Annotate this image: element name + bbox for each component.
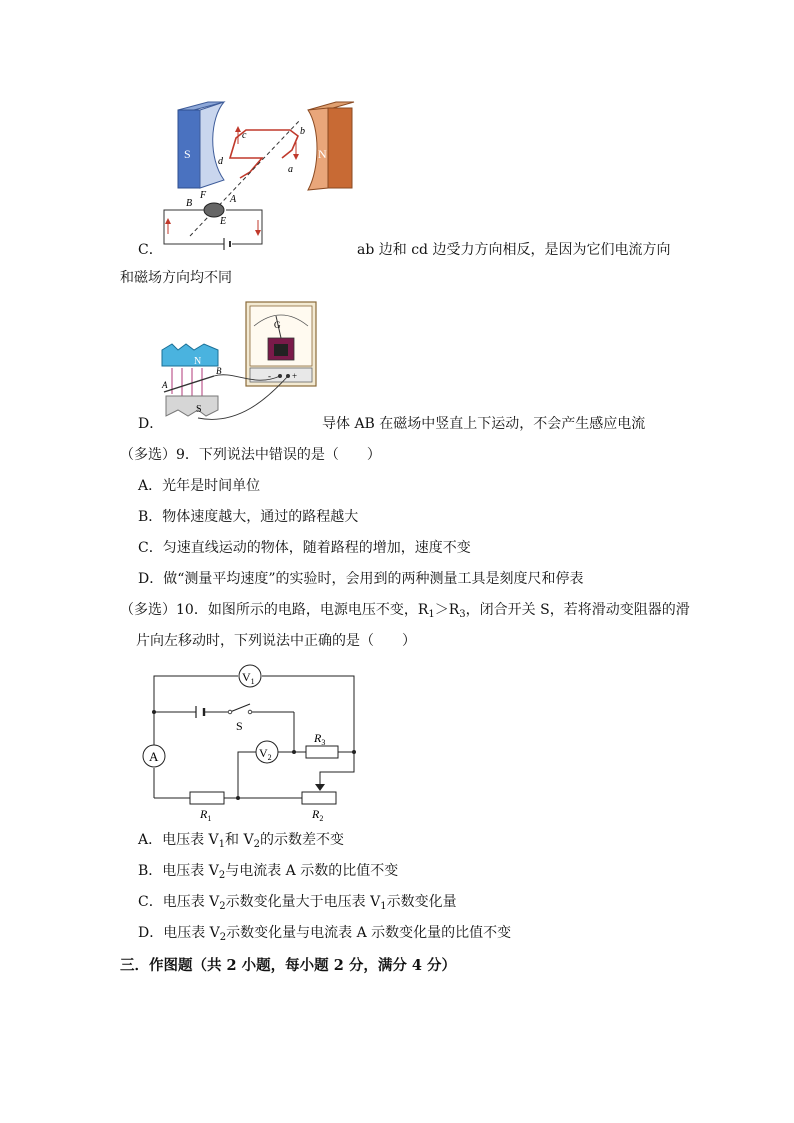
q10-option-a — [138, 830, 344, 855]
q10-a-sub1: 1 — [218, 839, 226, 850]
q10-d-part1: D．电压表 V — [138, 925, 220, 941]
q9-option-a: A．光年是时间单位 — [138, 478, 261, 494]
q10-b-part1: B．电压表 V — [138, 863, 219, 879]
option-c-text-line1: ab 边和 cd 边受力方向相反，是因为它们电流方向 — [357, 242, 671, 258]
q10-b-part2: 与电流表 A 示数的比值不变 — [225, 863, 399, 879]
magnet-n-label: N — [318, 147, 327, 161]
q10-stem-suffix: ，闭合开关 S，若将滑动变阻器的滑 — [465, 602, 690, 618]
induction-diagram — [158, 298, 324, 426]
q10-option-d — [138, 923, 511, 948]
section3-heading: 三．作图题（共 2 小题，每小题 2 分，满分 4 分） — [120, 957, 457, 974]
switch-label: S — [236, 719, 243, 733]
q10-c-part1: C．电压表 V — [138, 894, 220, 910]
q9-option-b: B．物体速度越大，通过的路程越大 — [138, 509, 359, 525]
brush-a-label: A — [230, 194, 237, 205]
brush-f-label: F — [200, 190, 207, 201]
q10-c-part3: 示数变化量 — [386, 894, 457, 910]
q10-a-sub2: 2 — [253, 839, 260, 850]
q10-c-part2: 示数变化量大于电压表 V — [225, 894, 381, 910]
q10-stem-r1-sub: 1 — [428, 609, 435, 620]
q10-a-part3: 的示数差不变 — [259, 832, 344, 848]
q10-option-b — [138, 861, 398, 886]
conductor-a-label: A — [162, 380, 168, 390]
q9-option-c: C．匀速直线运动的物体，随着路程的增加，速度不变 — [138, 540, 471, 556]
r3-label: $R_3$ — [314, 731, 326, 747]
brush-e-label: E — [220, 216, 227, 227]
terminal-plus-label: + — [292, 371, 298, 381]
ammeter-label: A — [149, 749, 159, 764]
option-d-letter: D． — [138, 416, 164, 432]
conductor-b-label: B — [216, 366, 222, 376]
v1-label: $V_1$ — [242, 670, 255, 686]
q10-c-sub2: 1 — [380, 901, 387, 912]
q10-b-sub1: 2 — [218, 870, 226, 881]
galvanometer-g-label: G — [274, 320, 281, 330]
option-c-letter: C． — [138, 242, 163, 258]
coil-c-label: c — [242, 130, 247, 141]
brush-b-label: B — [186, 198, 193, 209]
q10-d-sub1: 2 — [219, 932, 227, 943]
q10-d-part2: 示数变化量与电流表 A 示数变化量的比值不变 — [226, 925, 512, 941]
q10-option-c — [138, 892, 457, 917]
q10-a-part1: A．电压表 V — [138, 832, 219, 848]
terminal-minus-label: - — [268, 371, 271, 381]
q10-stem-line2: 片向左移动时，下列说法中正确的是（ ） — [136, 633, 416, 649]
q10-stem-line1 — [120, 600, 690, 625]
circuit-diagram — [138, 660, 370, 826]
option-c-text-line2: 和磁场方向均不同 — [120, 270, 232, 286]
r2-label: $R_2$ — [312, 807, 324, 823]
coil-a-label: a — [288, 164, 293, 175]
coil-d-label: d — [218, 156, 223, 167]
q10-stem-gt: ＞R — [434, 602, 460, 618]
coil-b-label: b — [300, 126, 305, 137]
magnet-n-label-d: N — [194, 356, 202, 367]
motor-diagram — [150, 98, 360, 250]
magnet-s-label: S — [184, 147, 191, 161]
q10-stem-r3-sub: 3 — [459, 609, 466, 620]
q10-c-sub1: 2 — [219, 901, 226, 912]
v2-label: $V_2$ — [259, 746, 272, 762]
magnet-s-label-d: S — [196, 404, 202, 415]
q9-stem: （多选）9．下列说法中错误的是（ ） — [120, 447, 381, 463]
r1-label: $R_1$ — [200, 807, 212, 823]
option-d-text: 导体 AB 在磁场中竖直上下运动，不会产生感应电流 — [322, 416, 646, 432]
q10-stem-prefix: （多选）10．如图所示的电路，电源电压不变，R — [120, 602, 429, 618]
q9-option-d: D．做“测量平均速度”的实验时，会用到的两种测量工具是刻度尺和停表 — [138, 571, 584, 587]
q10-a-part2: 和 V — [225, 832, 254, 848]
